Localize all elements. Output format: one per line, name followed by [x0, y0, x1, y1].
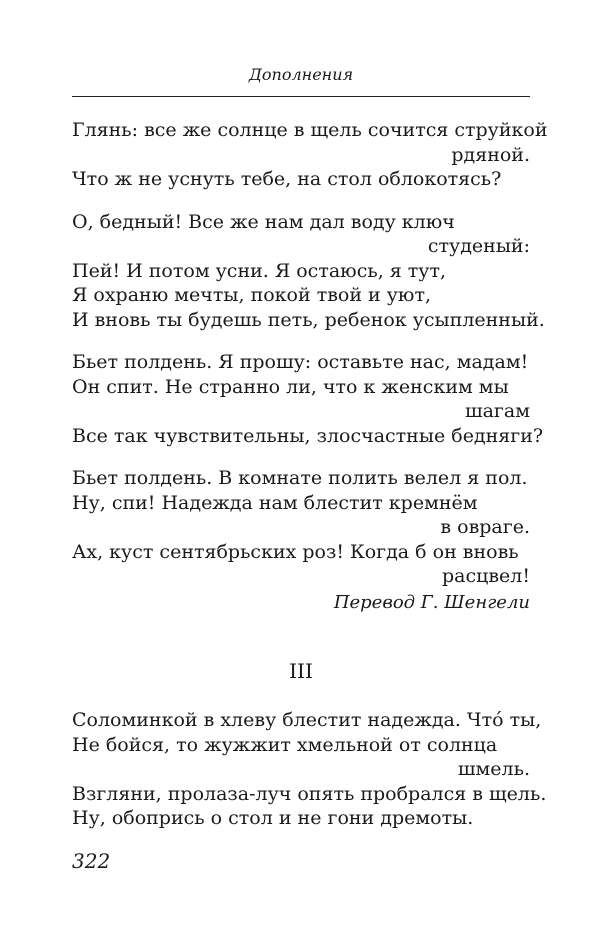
verse-line: Что ж не уснуть тебе, на стол облокотясь?: [72, 168, 502, 190]
verse-line: Взгляни, пролаза-луч опять пробрался в щель.: [72, 782, 547, 805]
verse-line: Глянь: все же солнце в щель сочится струйкой: [72, 119, 548, 141]
verse-line-continuation: расцвел!: [442, 565, 530, 587]
verse-line-continuation: шмель.: [457, 758, 530, 780]
verse-line: Все так чувствительны, злосчастные бедняги?: [72, 424, 544, 447]
verse-line: И вновь ты будешь петь, ребенок усыпленный.: [72, 308, 545, 331]
translator-credit: Перевод Г. Шенгели: [333, 592, 530, 613]
verse-line: Бьет полдень. Я прошу: оставьте нас, мадам!: [72, 351, 529, 373]
verse-line-continuation: шагам: [464, 400, 530, 422]
verse-line: Ах, куст сентябрьских роз! Когда б он вновь: [72, 540, 519, 563]
verse-line-continuation: в овраге.: [440, 516, 530, 538]
verse-line: Соломинкой в хлеву блестит надежда. Что́ ты,: [72, 709, 542, 731]
header-rule: [72, 96, 530, 97]
verse-line-continuation: студеный:: [427, 235, 530, 257]
poem-one: [72, 118, 548, 589]
page-number: 322: [72, 849, 111, 873]
stanza: [72, 210, 545, 333]
verse-line: Пей! И потом усни. Я остаюсь, я тут,: [72, 259, 447, 282]
section-number: III: [289, 659, 313, 683]
verse-line: Не бойся, то жужжит хмельной от солнца: [72, 733, 498, 756]
verse-line: Бьет полдень. В комнате полить велел я пол.: [72, 467, 528, 489]
stanza: [72, 466, 530, 589]
stanza: [72, 118, 548, 192]
running-header: Дополнения: [248, 65, 354, 84]
poem-two: [72, 708, 547, 831]
stanza: [72, 350, 544, 448]
verse-line: О, бедный! Все же нам дал воду ключ: [72, 210, 455, 233]
verse-line: Ну, обопрись о стол и не гони дремоты.: [72, 807, 474, 829]
verse-line: Я охраню мечты, покой твой и уют,: [72, 284, 432, 306]
verse-line: Он спит. Не странно ли, что к женским мы: [72, 375, 509, 398]
verse-line-continuation: рдяной.: [451, 143, 530, 166]
verse-line: Ну, спи! Надежда нам блестит кремнём: [72, 491, 478, 514]
